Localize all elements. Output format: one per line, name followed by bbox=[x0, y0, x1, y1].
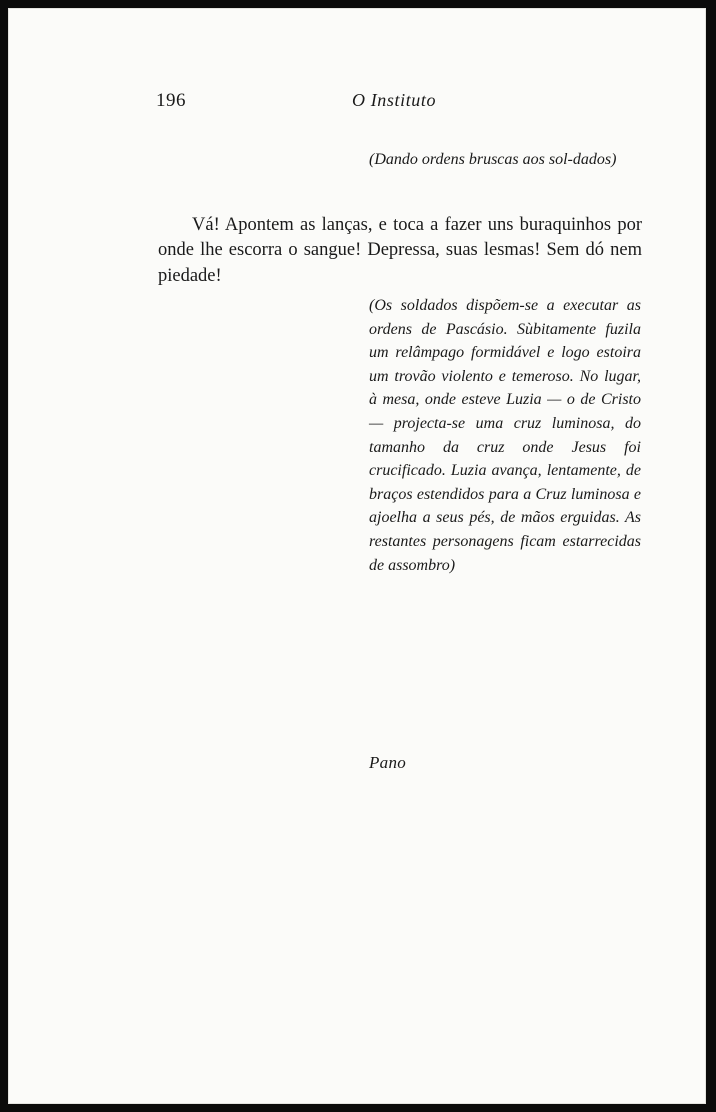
book-page bbox=[8, 8, 706, 1104]
page-header bbox=[156, 90, 656, 120]
stage-direction-miracle: (Os soldados dispõem-se a executar as ordens de Pascásio. Sùbitamente fuzila um relâmpago formidável e logo estoira um trovão violento e temeroso. No lugar, à mesa, onde esteve Luzia — o de Cristo — projecta-se uma cruz luminosa, do tamanho da cruz onde Jesus foi crucificado. Luzia avança, lentamente, de braços estendidos para a Cruz luminosa e ajoelha a seus pés, de mãos erguidas. As restantes personagens ficam estarrecidas de assombro) bbox=[369, 297, 641, 574]
character-speech: Vá! Apontem as lanças, e toca a fazer uns buraquinhos por onde lhe escorra o sangue! Depressa, suas lesmas! Sem dó nem piedade! bbox=[158, 215, 642, 286]
running-title: O Instituto bbox=[352, 90, 437, 110]
stage-direction-orders: (Dando ordens bruscas aos sol-dados) bbox=[369, 151, 617, 168]
page-number: 196 bbox=[156, 90, 186, 111]
closing-word: Pano bbox=[369, 753, 407, 772]
